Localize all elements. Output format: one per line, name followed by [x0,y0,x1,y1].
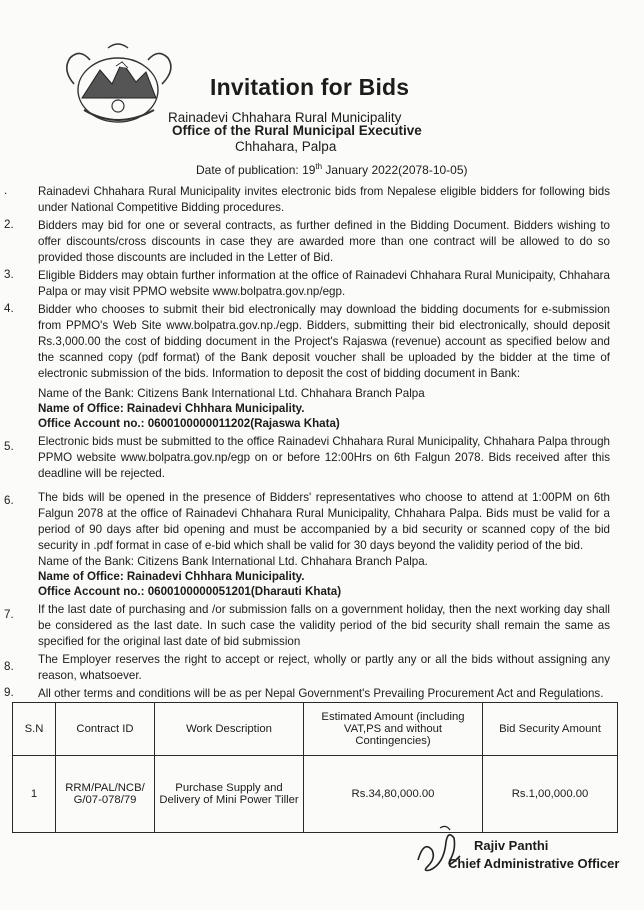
office-name-line: Name of Office: Rainadevi Chhhara Municipality. [38,570,305,583]
publication-date-prefix: Date of publication: 19 [196,163,316,177]
table-cell: RRM/PAL/NCB/ G/07-078/79 [56,756,155,833]
publication-date [196,162,468,177]
paragraph-number: 3. [4,268,14,281]
paragraph-text: The bids will be opened in the presence of Bidders' representatives who choose to attend at 1:00PM on 6th Falgun 2078 at the office of Rainadevi Chhahara Rural Municipality, Chhahara Palpa. Bids must be valid for a period of 90 days after bid opening and must be accompanied by a bid security or scanned copy of the bid security in .pdf format in case of e-bid which shall be valid for 30 days beyond the validity period of the bid. [38,491,610,552]
paragraph-number: 9. [4,686,14,699]
column-header: S.N [13,703,56,756]
table-header-row [13,703,618,756]
municipality-emblem-icon [60,40,178,132]
table-row [13,756,618,833]
publication-date-sup: th [315,162,323,171]
column-header: Estimated Amount (including VAT,PS and without Contingencies) [304,703,483,756]
office-account-line: Office Account no.: 0600100000051201(Dharauti Khata) [38,585,342,598]
handwritten-signature-icon [410,820,470,880]
organization-name: Rainadevi Chhahara Rural Municipality [168,110,402,125]
paragraph-text: Bidder who chooses to submit their bid electronically may download the bidding documents for e-submission from PPMO's Web Site www.bolpatra.gov.np./egp. Bidders, submitting their bid electronically, should deposit Rs.3,000.00 the cost of bidding document in the Project's Rajaswa (revenue) account as specified below and the scanned copy (pdf format) of the Bank deposit voucher shall be uploaded by the bidder at the time of electronic submission of the bids. Information to deposit the cost of bidding document in Bank: [38,303,610,380]
paragraph-text: If the last date of purchasing and /or submission falls on a government holiday, then the next working day shall be considered as the last date. In such case the validity period of the bid security shall remain the same as specified for the original last date of bid submission [38,603,610,648]
office-place: Chhahara, Palpa [235,139,337,154]
bank-name: Name of the Bank: Citizens Bank International Ltd. Chhahara Branch Palpa. [38,555,428,568]
office-account-line: Office Account no.: 0600100000011202(Rajaswa Khata) [38,417,340,430]
paragraph-number: 8. [4,660,14,673]
paragraph-text: Rainadevi Chhahara Rural Municipality invites electronic bids from Nepalese eligible bidders for following bids under National Competitive Bidding procedures. [38,185,610,214]
signatory-title: Chief Administrative Officer [448,856,620,871]
signatory-name: Rajiv Panthi [474,838,549,853]
paragraph-text: All other terms and conditions will be as per Nepal Government's Prevailing Procurement Act and Regulations. [38,687,604,700]
table-cell: 1 [13,756,56,833]
bank-name: Name of the Bank: Citizens Bank International Ltd. Chhahara Branch Palpa [38,387,425,400]
office-name-line: Name of Office: Rainadevi Chhhara Municipality. [38,402,305,415]
page-title: Invitation for Bids [210,74,410,100]
table-cell: Rs.34,80,000.00 [304,756,483,833]
paragraph-number: 2. [4,218,14,231]
bid-table [12,702,618,833]
table-cell: Rs.1,00,000.00 [483,756,618,833]
paragraph-number: 7. [4,608,14,621]
paragraph-text: Eligible Bidders may obtain further information at the office of Rainadevi Chhahara Rural Municipaity, Chhahara Palpa or may visit PPMO website www.bolpatra.gov.np/egp. [38,269,610,298]
column-header: Bid Security Amount [483,703,618,756]
paragraph-text: Electronic bids must be submitted to the office Rainadevi Chhahara Rural Municipality, Chhahara Palpa through PPMO website www.bolpatra.gov.np/egp on or before 12:00Hrs on 6th Falgun 2078. Bids received after this deadline will be rejected. [38,435,610,480]
table-cell: Purchase Supply and Delivery of Mini Power Tiller [155,756,304,833]
publication-date-suffix: January 2022(2078-10-05) [322,163,468,177]
paragraph-text: The Employer reserves the right to accept or reject, wholly or partly any or all the bids without assigning any reason, whatsoever. [38,653,610,682]
paragraph-text: Bidders may bid for one or several contracts, as further defined in the Bidding Document. Bidders wishing to offer discounts/cross discounts in case they are awarded more than one contract will be allowed to do so provided those discounts are included in the Letter of Bid. [38,219,610,264]
paragraph-number: 4. [4,302,14,315]
paragraph-number: 6. [4,494,14,507]
column-header: Work Description [155,703,304,756]
office-name: Office of the Rural Municipal Executive [172,123,422,138]
paragraph-number: 5. [4,440,14,453]
bank-info-2 [38,554,428,599]
column-header: Contract ID [56,703,155,756]
bank-info-1 [38,386,425,431]
paragraph-number: . [4,184,8,197]
